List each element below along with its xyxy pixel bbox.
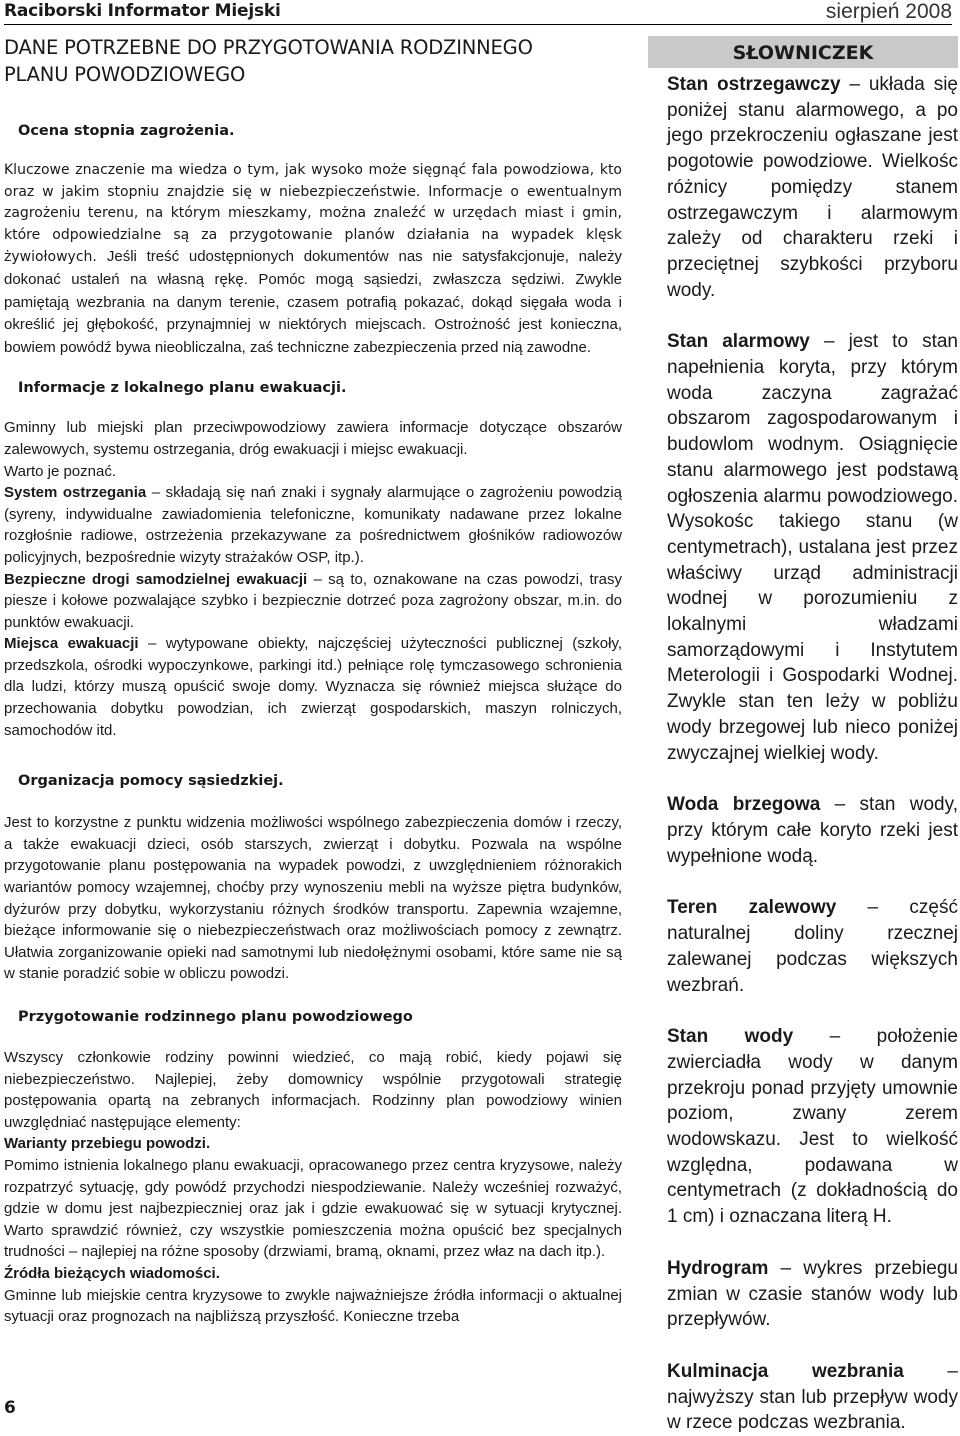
glossary-entry — [667, 1359, 958, 1436]
glossary-definition: – układa się poniżej stanu alarmowego, a po jego przekroczeniu ogłaszane jest pogotowie powodziowe. Wielkośc różnicy pomiędzy stanem ostrzegawczym i alarmowym zależy od charakteru rzeki i przeciętnej szybkości przyboru wody. — [667, 74, 958, 301]
glossary-term: Stan alarmowy — [667, 331, 810, 353]
paragraph: Warto je poznać. — [4, 462, 116, 480]
glossary-term: Teren zalewowy — [667, 897, 837, 919]
glossary-term: Hydrogram — [667, 1257, 769, 1279]
glossary-entry — [667, 329, 958, 766]
paragraph: Jest to korzystne z punktu widzenia możliwości wspólnego zabezpieczenia domów i rzeczy, a także ewakuacji dzieci, osób starszych, zwierząt i dobytku. Pozwala na wspólne przygotowanie planu postępowania na wypadek powodzi, z uwzględnieniem różnorakich wariantów pomocy wzajemnej, choćby przy wynoszeniu mebli na wyższe piętra budynków, dyżurów przy dobytku, wykorzystaniu różnych środków transportu. Zapewnia wzajemne, bieżące informowanie się o niebezpieczeństwach oraz możliwościach pomocy z zewnątrz. Ułatwia zorganizowanie opieki nad samotnymi lub niedołężnymi osobami, które same nie są w stanie poradzić sobie w obliczu powodzi. — [4, 814, 622, 983]
masthead — [4, 0, 952, 26]
subheading-flood-scenarios — [4, 1133, 622, 1155]
term: Bezpieczne drogi samodzielnej ewakuacji — [4, 570, 308, 588]
paragraph-text: Jeśli treść udostępnionych dokumentów nas nie satysfakcjonuje, należy dokonać ustaleń na własną rękę. Pomóc mogą sąsiedzi, zwłaszcza sędziwi. Zwykle pamiętają wezbrania na danym terenie, czasem potrafią pokazać, dokąd sięgała woda i określić jej głębokość, przynajmniej w niektórych miejscach. Ostrożność jest konieczna, bowiem powódź bywa nieobliczalna, zaś techniczne zabezpieczenia przed nią zawodne. — [4, 248, 622, 356]
publication-title: Raciborski Informator Miejski — [4, 1, 281, 21]
article-title-line-2: PLANU POWODZIOWEGO — [4, 63, 246, 86]
subheading-text: Warianty przebiegu powodzi. — [4, 1135, 211, 1153]
section-heading-threat: Ocena stopnia zagrożenia. — [18, 123, 235, 139]
glossary-sidebar — [648, 36, 958, 1436]
glossary-term: Stan ostrzegawczy — [667, 74, 841, 95]
section-heading-family-plan: Przygotowanie rodzinnego planu powodziowego — [18, 1009, 413, 1025]
glossary-entry — [667, 1256, 958, 1333]
glossary-term: Stan wody — [667, 1026, 794, 1048]
paragraph: Gminny lub miejski plan przeciwpowodziowy zawiera informacje dotyczące obszarów zalewowych, systemu ostrzegania, dróg ewakuacji i miejsc ewakuacji. — [4, 419, 622, 458]
subheading-text: Źródła bieżących wiadomości. — [4, 1264, 220, 1282]
paragraph-text: Kluczowe znaczenie ma wiedza o tym, jak wysoko może sięgnąć fala powodziowa, kto oraz w jakim stopniu znajdzie się w niebezpieczeństwie. Informacje o ewentualnym zagrożeniu terenu, na którym mieszkamy, można znaleźć w urzędach miast i gmin, które odpowiedzialne są za przygotowanie planów działania na wypadek klęsk żywiołowych. — [4, 162, 622, 266]
issue-date: sierpień 2008 — [825, 0, 952, 23]
glossary-title: SŁOWNICZEK — [648, 36, 958, 68]
glossary-term: Woda brzegowa — [667, 794, 821, 816]
glossary-entry — [667, 1024, 958, 1230]
glossary-entry — [667, 792, 958, 869]
glossary-definition: – część naturalnej doliny rzecznej zalewanej podczas większych wezbrań. — [667, 897, 958, 996]
article — [4, 34, 622, 1328]
article-title-line-1: DANE POTRZEBNE DO PRZYGOTOWANIA RODZINNEGO — [4, 36, 533, 59]
glossary-entry — [667, 72, 958, 303]
glossary-entry — [667, 895, 958, 998]
subheading-news-sources — [4, 1263, 622, 1285]
page-number: 6 — [4, 1398, 16, 1418]
glossary-definition: – położenie zwierciadła wody w danym przekroju ponad przyjęty umownie poziom, zwany zerem wodowskazu. Jest to wielkość względna, podawana w centymetrach (z dokładnością do 1 cm) i oznaczana literą H. — [667, 1026, 958, 1228]
term: System ostrzegania — [4, 484, 147, 502]
definition-text: – wytypowane obiekty, najczęściej użyteczności publicznej (szkoły, przedszkola, ośrodki wypoczynkowe, parkingi itd.) pełniące rolę tymczasowego schronienia dla ludzi, którzy muszą opuścić swoje domy. Wyznacza się również miejsca służące do przechowania dobytku powodzian, ich zwierząt gospodarskich, maszyn rolniczych, samochodów itd. — [4, 635, 623, 739]
glossary-definition: – stan wody, przy którym całe koryto rzeki jest wypełnione wodą. — [667, 794, 958, 867]
article-title — [4, 34, 622, 88]
section-heading-evacuation: Informacje z lokalnego planu ewakuacji. — [18, 380, 347, 397]
term: Miejsca ewakuacji — [4, 635, 139, 653]
paragraph: Pomimo istnienia lokalnego planu ewakuacji, opracowanego przez centra kryzysowe, należy rozpatrzyć sytuację, gdy powódź przychodzi niespodziewanie. Należy wcześniej rozważyć, gdzie w domu jest najbezpieczniej oraz jak i gdzie ewakuować się w sytuacji krytycznej. Warto sprawdzić również, czy wszystkie pomieszczenia można opuścić bez specjalnych trudności – najlepiej na różne sposoby (drzwiami, bramą, oknami, przez właz na dach itp.). — [4, 1156, 622, 1261]
glossary-definition: – wykres przebiegu zmian w czasie stanów wody lub przepływów. — [667, 1257, 958, 1331]
glossary-definition: – jest to stan napełnienia koryta, przy którym woda zaczyna zagrażać obszarom zagospodarowanym i budowlom wodnym. Osiągnięcie stanu alarmowego jest podstawą ogłoszenia alarmu powodziowego. Wysokośc takiego stanu (w centymetrach), ustalana jest przez właściwy urząd administracji wodnej w porozumieniu z lokalnymi władzami samorządowymi i Instytutem Meterologii i Gospodarki Wodnej. Zwykle stan ten leży w pobliżu wody brzegowej lub nieco poniżej zwyczajnej wielkiej wody. — [667, 331, 958, 764]
definition-safe-routes — [4, 569, 622, 634]
definition-text: – są to, oznakowane na czas powodzi, trasy piesze i kołowe pozwalające szybko i bezpiecznie dotrzeć poza zagrożony obszar, m.in. do punktów ewakuacji. — [4, 570, 623, 631]
glossary-term: Kulminacja wezbrania — [667, 1360, 904, 1382]
definition-evacuation-sites — [4, 633, 622, 741]
definition-text: – składają się nań znaki i sygnały alarmujące o zagrożeniu powodzią (syreny, indywidualne zawiadomienia telefoniczne, komunikaty nadawane przez lokalne rozgłośnie radiowe, ostrzeżenia przekazywane za pośrednictwem głośników radiowozów policyjnych, bezpośrednie wizyty strażaków OSP, itp.). — [4, 484, 622, 566]
section-heading-neighbours: Organizacja pomocy sąsiedzkiej. — [18, 773, 284, 790]
header-rule — [4, 24, 952, 25]
paragraph — [4, 160, 622, 359]
glossary-definition: – najwyższy stan lub przepływ wody w rzece podczas wezbrania. — [667, 1360, 958, 1434]
paragraph: Gminne lub miejskie centra kryzysowe to zwykle najważniejsze źródła informacji o aktualnej sytuacji oraz prognozach na najbliższą przyszłość. Konieczne trzeba — [4, 1286, 622, 1326]
paragraph: Wszyscy członkowie rodziny powinni wiedzieć, co mają robić, kiedy pojawi się niebezpieczeństwo. Najlepiej, żeby domownicy wspólnie przygotowali strategię postępowania opartą na zebranych informacjach. Rodzinny plan powodziowy winien uwzględniać następujące elementy: — [4, 1049, 622, 1131]
definition-warning-system — [4, 482, 622, 568]
